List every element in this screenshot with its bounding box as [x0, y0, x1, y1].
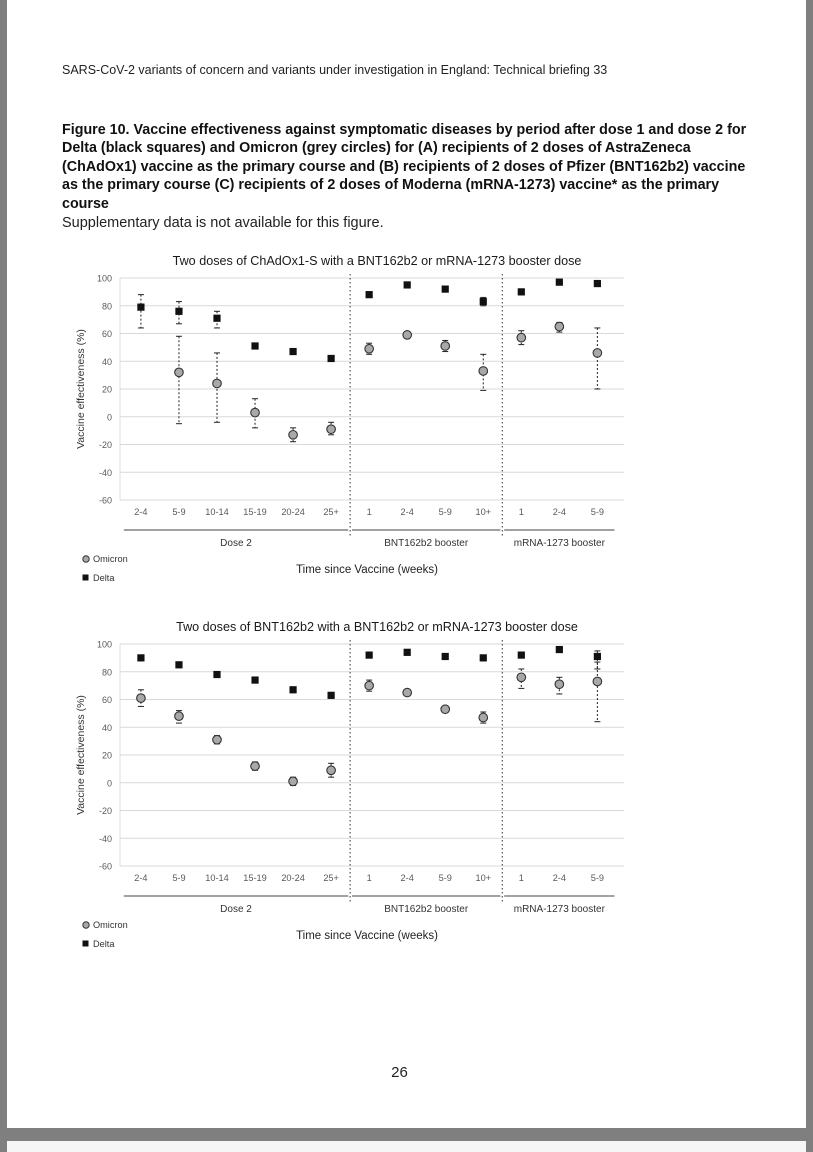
legend-omicron-marker [83, 556, 89, 562]
x-tick-label: 20-24 [281, 873, 305, 883]
chart-chadox1-booster [56, 246, 636, 596]
x-tick-label: 5-9 [438, 873, 452, 883]
group-label: mRNA-1273 booster [513, 538, 605, 549]
x-tick-label: 2-4 [552, 873, 566, 883]
omicron-point [289, 777, 298, 786]
omicron-point [213, 379, 222, 388]
omicron-point [327, 766, 336, 775]
delta-point [518, 652, 525, 659]
group-label: BNT162b2 booster [384, 538, 469, 549]
x-tick-label: 10+ [475, 873, 492, 883]
legend-delta-marker [83, 575, 89, 581]
delta-point [480, 654, 487, 661]
y-tick-label: 0 [106, 412, 112, 423]
delta-point [137, 654, 144, 661]
legend-omicron-label: Omicron [93, 554, 128, 564]
delta-point [404, 281, 411, 288]
legend-delta-marker [83, 941, 89, 947]
y-tick-label: 40 [101, 356, 112, 367]
x-tick-label: 1 [518, 873, 524, 883]
legend-omicron-marker [83, 922, 89, 928]
delta-point [480, 298, 487, 305]
y-tick-label: 100 [96, 639, 112, 650]
x-tick-label: 10-14 [205, 507, 229, 517]
y-tick-label: 0 [106, 778, 112, 789]
omicron-point [365, 344, 374, 353]
omicron-point [251, 762, 260, 771]
delta-point [251, 342, 258, 349]
group-label: Dose 2 [220, 904, 252, 915]
y-tick-label: 20 [101, 750, 112, 761]
x-tick-label: 2-4 [134, 873, 148, 883]
omicron-point [403, 688, 412, 697]
running-header: SARS-CoV-2 variants of concern and variants under investigation in England: Technical briefing 33 [62, 63, 608, 77]
delta-point [175, 308, 182, 315]
omicron-point [403, 331, 412, 340]
omicron-point [441, 342, 450, 351]
x-tick-label: 2-4 [400, 507, 414, 517]
y-tick-label: -20 [98, 806, 112, 816]
delta-point [366, 652, 373, 659]
delta-point [328, 692, 335, 699]
x-tick-label: 5-9 [172, 507, 186, 517]
omicron-point [593, 677, 602, 686]
y-tick-label: 40 [101, 722, 112, 733]
x-tick-label: 2-4 [400, 873, 414, 883]
omicron-point [555, 322, 564, 331]
x-tick-label: 2-4 [134, 507, 148, 517]
delta-point [175, 661, 182, 668]
x-axis-label: Time since Vaccine (weeks) [296, 564, 438, 576]
omicron-point [251, 408, 260, 417]
delta-point [518, 288, 525, 295]
legend-delta-label: Delta [93, 573, 115, 583]
page-number: 26 [391, 1064, 408, 1081]
figure-caption: Figure 10. Vaccine effectiveness against symptomatic diseases by period after dose 1 and dose 2 for Delta (black squares) and Omicron (grey circles) for (A) recipients of 2 doses of AstraZeneca (ChAdOx1) vaccine as the primary course and (B) recipients of 2 doses of Pfizer (BNT162b2) vaccine as the primary course (C) recipients of 2 doses of Moderna (mRNA-1273) vaccine* as the primary course [62, 122, 747, 212]
omicron-point [289, 430, 298, 439]
delta-point [404, 649, 411, 656]
delta-point [251, 676, 258, 683]
x-tick-label: 1 [366, 507, 372, 517]
y-tick-label: 20 [101, 384, 112, 395]
y-tick-label: 80 [101, 301, 112, 312]
legend-omicron-label: Omicron [93, 920, 128, 930]
omicron-point [175, 712, 184, 721]
y-tick-label: -60 [98, 861, 112, 872]
x-tick-label: 20-24 [281, 507, 305, 517]
x-tick-label: 1 [366, 873, 372, 883]
delta-point [556, 279, 563, 286]
x-tick-label: 5-9 [172, 873, 186, 883]
omicron-point [555, 680, 564, 689]
group-label: Dose 2 [220, 538, 252, 549]
delta-point [289, 348, 296, 355]
delta-point [328, 355, 335, 362]
omicron-point [517, 333, 526, 342]
chart-bnt162b2-booster [56, 612, 636, 962]
delta-point [289, 686, 296, 693]
x-tick-label: 10+ [475, 507, 492, 517]
omicron-point [213, 735, 222, 744]
x-tick-label: 15-19 [243, 873, 267, 883]
omicron-point [593, 349, 602, 358]
delta-point [594, 653, 601, 660]
y-tick-label: -20 [98, 440, 112, 450]
x-tick-label: 2-4 [552, 507, 566, 517]
omicron-point [137, 694, 146, 703]
y-tick-label: -40 [98, 467, 112, 478]
delta-point [442, 286, 449, 293]
supplementary-note: Supplementary data is not available for this figure. [62, 215, 384, 231]
x-tick-label: 25+ [323, 873, 339, 883]
x-tick-label: 5-9 [590, 507, 605, 517]
omicron-point [517, 673, 526, 682]
x-tick-label: 5-9 [590, 873, 605, 883]
legend-delta-label: Delta [93, 939, 115, 949]
chart-title: Two doses of ChAdOx1-S with a BNT162b2 or mRNA-1273 booster dose [172, 254, 582, 268]
y-tick-label: 60 [101, 329, 112, 339]
x-tick-label: 15-19 [243, 507, 267, 517]
delta-point [556, 646, 563, 653]
omicron-point [365, 681, 374, 690]
delta-point [213, 315, 220, 322]
next-page-edge [7, 1141, 806, 1152]
delta-point [366, 291, 373, 298]
delta-point [137, 304, 144, 311]
y-tick-label: 100 [96, 273, 112, 284]
x-axis-label: Time since Vaccine (weeks) [296, 930, 438, 942]
x-tick-label: 1 [518, 507, 524, 517]
omicron-point [479, 367, 488, 376]
delta-point [213, 671, 220, 678]
delta-point [442, 653, 449, 660]
omicron-point [441, 705, 450, 714]
x-tick-label: 5-9 [438, 507, 452, 517]
y-tick-label: 60 [101, 695, 112, 705]
group-label: BNT162b2 booster [384, 904, 469, 915]
x-tick-label: 25+ [323, 507, 339, 517]
y-tick-label: -60 [98, 495, 112, 506]
omicron-point [479, 713, 488, 722]
omicron-point [327, 425, 336, 434]
delta-point [594, 280, 601, 287]
y-axis-label: Vaccine effectiveness (%) [75, 329, 87, 449]
chart-title: Two doses of BNT162b2 with a BNT162b2 or mRNA-1273 booster dose [176, 620, 578, 634]
x-tick-label: 10-14 [205, 873, 229, 883]
y-tick-label: -40 [98, 833, 112, 844]
y-tick-label: 80 [101, 667, 112, 678]
group-label: mRNA-1273 booster [513, 904, 605, 915]
omicron-point [175, 368, 184, 377]
y-axis-label: Vaccine effectiveness (%) [75, 695, 87, 815]
